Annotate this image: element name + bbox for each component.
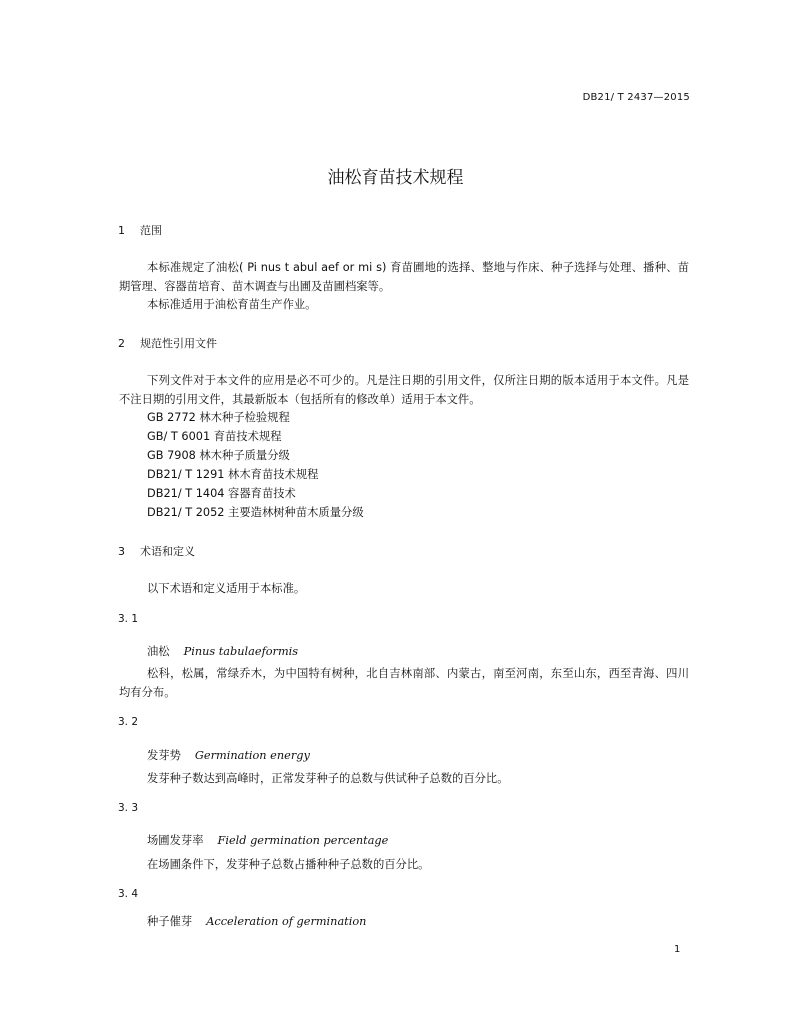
term-heading (147, 913, 366, 929)
section-title: 范围 (140, 224, 162, 237)
section-number: 2 (118, 337, 125, 350)
term-heading (147, 832, 388, 848)
section-number: 3 (118, 545, 125, 558)
term-number: 3. 1 (118, 613, 139, 625)
section-title: 术语和定义 (140, 545, 195, 558)
term-chinese: 油松 (147, 645, 170, 658)
reference-item: GB/ T 6001 育苗技术规程 (147, 430, 282, 443)
term-number: 3. 2 (118, 716, 139, 728)
term-definition: 发芽种子数达到高峰时，正常发芽种子的总数与供试种子总数的百分比。 (147, 772, 509, 785)
term-english: Pinus tabulaeformis (183, 645, 299, 658)
term-english: Acceleration of germination (206, 915, 367, 928)
reference-item: DB21/ T 1404 容器育苗技术 (147, 487, 296, 500)
section-1-paragraph-2: 本标准适用于油松育苗生产作业。 (147, 298, 317, 311)
term-chinese: 场圃发芽率 (147, 834, 204, 847)
reference-item: GB 2772 林木种子检验规程 (147, 411, 290, 424)
reference-item: DB21/ T 1291 林木育苗技术规程 (147, 468, 319, 481)
document-title: 油松育苗技术规程 (327, 168, 464, 188)
term-english: Field germination percentage (217, 834, 389, 847)
term-definition: 在场圃条件下，发芽种子总数占播种种子总数的百分比。 (147, 858, 430, 871)
term-heading (147, 643, 298, 659)
reference-item: GB 7908 林木种子质量分级 (147, 449, 290, 462)
section-3-paragraph-1: 以下术语和定义适用于本标准。 (147, 582, 306, 595)
section-2-heading (118, 335, 217, 351)
reference-item: DB21/ T 2052 主要造林树种苗木质量分级 (147, 506, 364, 519)
term-definition: 松科，松属，常绿乔木，为中国特有树种，北自吉林南部、内蒙古，南至河南，东至山东，西至青海、四川均有分布。 (119, 667, 689, 699)
section-1-heading (118, 222, 162, 238)
section-2-paragraph-1: 下列文件对于本文件的应用是必不可少的。凡是注日期的引用文件，仅所注日期的版本适用于本文件。凡是不注日期的引用文件，其最新版本（包括所有的修改单）适用于本文件。 (119, 374, 689, 406)
term-chinese: 种子催芽 (147, 915, 193, 928)
section-1-paragraph-1: 本标准规定了油松( Pi nus t abul aef or mi s) 育苗圃地的选择、整地与作床、种子选择与处理、播种、苗期管理、容器苗培育、苗木调查与出圃及苗圃档案等。 (119, 261, 689, 293)
term-chinese: 发芽势 (147, 749, 181, 762)
section-3-heading (118, 543, 195, 559)
term-number: 3. 4 (118, 888, 139, 900)
section-title: 规范性引用文件 (140, 337, 217, 350)
term-heading (147, 747, 310, 763)
page-number: 1 (674, 944, 681, 955)
term-english: Germination energy (194, 749, 310, 762)
term-number: 3. 3 (118, 802, 139, 814)
standard-number: DB21/ T 2437—2015 (582, 92, 690, 103)
section-number: 1 (118, 224, 125, 237)
